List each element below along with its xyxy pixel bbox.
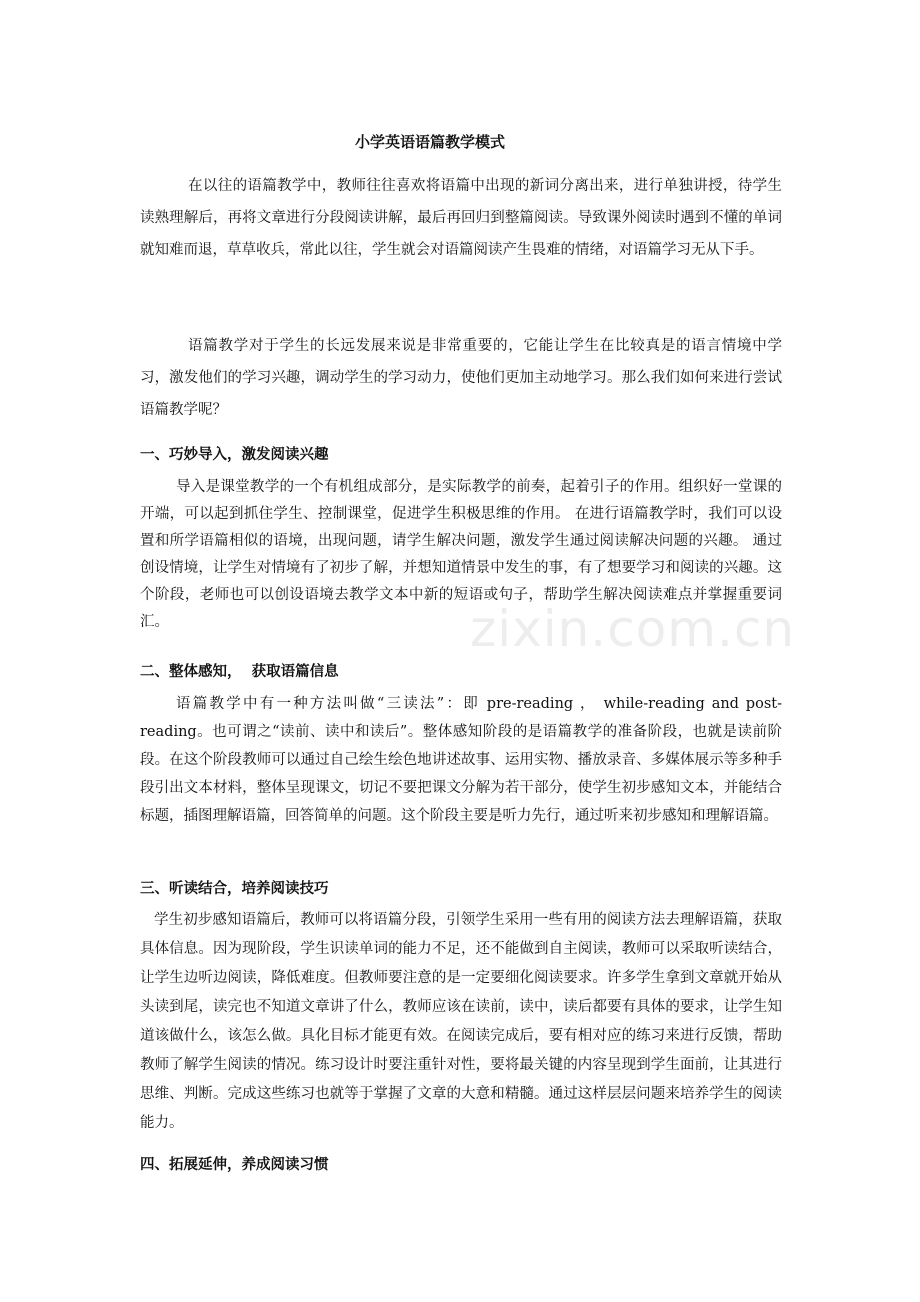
watermark: zixin.com.cn: [470, 600, 796, 658]
intro-paragraph-2: 语篇教学对于学生的长远发展来说是非常重要的，它能让学生在比较真是的语言情境中学习，激发他们的学习兴趣，调动学生的学习动力，使他们更加主动地学习。那么我们如何来进行尝试语篇教学呢？: [140, 338, 782, 418]
intro-paragraph-1: 在以往的语篇教学中，教师往往喜欢将语篇中出现的新词分离出来，进行单独讲授，待学生读熟理解后，再将文章进行分段阅读讲解，最后再回归到整篇阅读。导致课外阅读时遇到不懂的单词就知难而退，草草收兵，常此以往，学生就会对语篇阅读产生畏难的情绪，对语篇学习无从下手。: [140, 178, 782, 258]
document-title: 小学英语语篇教学模式: [354, 133, 505, 151]
section-heading-4: 四、拓展延伸，养成阅读习惯: [140, 1157, 329, 1173]
section-body-3: 学生初步感知语篇后，教师可以将语篇分段，引领学生采用一些有用的阅读方法去理解语篇，获取具体信息。因为现阶段，学生识读单词的能力不足，还不能做到自主阅读，教师可以采取听读结合，让学生边听边阅读，降低难度。但教师要注意的是一定要细化阅读要求。许多学生拿到文章就开始从头读到尾，读完也不知道文章讲了什么，教师应该在读前，读中，读后都要有具体的要求，让学生知道该做什么，该怎么做。具化目标才能更有效。在阅读完成后，要有相对应的练习来进行反馈，帮助教师了解学生阅读的情况。练习设计时要注重针对性，要将最关键的内容呈现到学生面前，让其进行思维、判断。完成这些练习也就等于掌握了文章的大意和精髓。通过这样层层问题来培养学生的阅读能力。: [140, 912, 782, 1131]
section-body-1: 导入是课堂教学的一个有机组成部分，是实际教学的前奏，起着引子的作用。组织好一堂课的开端，可以起到抓住学生、控制课堂，促进学生积极思维的作用。 在进行语篇教学时，我们可以设置和所学语篇相似的语境，出现问题，请学生解决问题，激发学生通过阅读解决问题的兴趣。 通过创设情境，让学生对情境有了初步了解，并想知道情景中发生的事，有了想要学习和阅读的兴趣。这个阶段，老师也可以创设语境去教学文本中新的短语或句子，帮助学生解决阅读难点并掌握重要词汇。: [140, 479, 782, 630]
section-heading-2: 二、整体感知， 获取语篇信息: [140, 664, 339, 680]
section-body-2: 语篇教学中有一种方法叫做“三读法”：即 pre-reading ， while-reading and post-reading。也可谓之“读前、读中和读后”。整体感知阶段的是语篇教学的准备阶段，也就是读前阶段。在这个阶段教师可以通过自己绘生绘色地讲述故事、运用实物、播放录音、多媒体展示等多种手段引出文本材料，整体呈现课文，切记不要把课文分解为若干部分，使学生初步感知文本，并能结合标题，插图理解语篇，回答简单的问题。这个阶段主要是听力先行，通过听来初步感知和理解语篇。: [140, 696, 782, 824]
section-heading-1: 一、巧妙导入，激发阅读兴趣: [140, 447, 329, 463]
section-heading-3: 三、听读结合，培养阅读技巧: [140, 881, 329, 897]
